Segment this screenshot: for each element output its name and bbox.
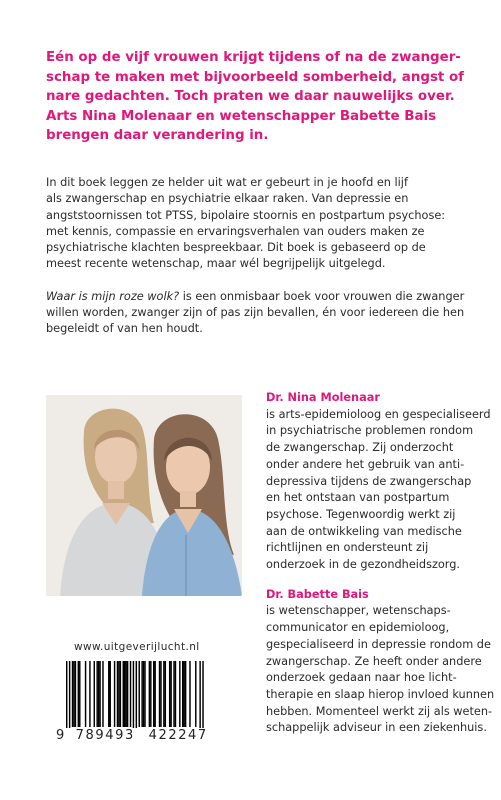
intro-line: nare gedachten. Toch praten we daar nauwelijks over. [46, 89, 455, 104]
intro-line: schap te maken met bijvoorbeeld somberheid, angst of [46, 69, 465, 85]
body-line: als zwangerschap en psychiatrie elkaar raken. Van depressie en [46, 192, 409, 206]
barcode-bar [108, 661, 109, 727]
barcode-bar [114, 661, 115, 727]
barcode-bar [94, 661, 95, 727]
barcode-bar [136, 661, 137, 735]
barcode-bar [149, 661, 150, 727]
bio-line: zwangerschap. Ze heeft onder andere [266, 654, 482, 668]
body-line: begeleidt of van hen houdt. [46, 322, 203, 336]
intro-line: Arts Nina Molenaar en wetenschapper Babette Bais [46, 108, 437, 124]
bio-line: is arts-epidemioloog en gespecialiseerd [266, 407, 491, 421]
barcode-bar [189, 661, 190, 727]
bio-line: aan de ontwikkeling van medische [266, 524, 462, 538]
author-name: Dr. Babette Bais [266, 587, 369, 601]
barcode-bar [125, 661, 126, 727]
barcode-bar [123, 661, 124, 727]
bio-line: hebben. Momenteel werkt zij als weten- [266, 704, 493, 718]
bio-line: is wetenschapper, wetenschaps- [266, 604, 451, 618]
barcode-bar [72, 661, 73, 727]
body-line: meest recente wetenschap, maar wél begrijpelijk uitgelegd. [46, 257, 386, 271]
barcode-bar [159, 661, 160, 727]
barcode-bar [153, 661, 154, 727]
barcode-bar [110, 661, 111, 727]
bio-line: schappelijk adviseur in een ziekenhuis. [266, 721, 487, 735]
barcode-bar [202, 661, 203, 735]
bio-line: onder andere het gebruik van anti- [266, 457, 465, 471]
barcode-bar [195, 661, 196, 727]
barcode-bar [78, 661, 79, 727]
body-line: angststoornissen tot PTSS, bipolaire stoornis en postpartum psychose: [46, 208, 446, 222]
isbn-left-group: 789493 [75, 728, 135, 743]
body-line: met kennis, compassie en ervaringsverhalen van ouders maken ze [46, 224, 425, 238]
barcode-bar [143, 661, 144, 727]
barcode-bar [150, 661, 151, 727]
barcode-bar [160, 661, 161, 727]
barcode-bar [173, 661, 174, 727]
barcode-bar [130, 661, 131, 727]
barcode-bar [175, 661, 176, 727]
barcode-bar [73, 661, 74, 727]
barcode-bar [170, 661, 171, 727]
intro-text [46, 48, 486, 146]
barcode-bar [127, 661, 128, 727]
author-bios [266, 390, 495, 737]
barcode-bar [139, 661, 140, 727]
bio-line: in psychiatrische problemen rondom [266, 424, 474, 438]
bio-line: gespecialiseerd in depressie rondom de [266, 637, 491, 651]
bio-line: communicator en epidemioloog, [266, 621, 450, 635]
author-name: Dr. Nina Molenaar [266, 391, 380, 404]
barcode-bar [118, 661, 119, 727]
barcode-bar [99, 661, 100, 727]
book-title: Waar is mijn roze wolk? [46, 289, 180, 303]
barcode-bar [85, 661, 86, 727]
barcode-bar [133, 661, 134, 735]
bio-line: richtlijnen en ondersteunt zij [266, 541, 429, 555]
bio-line: therapie en slaap hierop invloed kunnen [266, 687, 495, 701]
barcode-bar [66, 661, 67, 735]
barcode-bar [154, 661, 155, 727]
author-photo [46, 395, 242, 596]
barcode-bar [183, 661, 184, 727]
barcode-bar [124, 661, 125, 727]
body-line [46, 289, 486, 305]
isbn-first-digit: 9 [56, 728, 66, 743]
barcode-bar [75, 661, 76, 727]
publisher-website: www.uitgeverijlucht.nl [74, 641, 200, 653]
barcode-bar [179, 661, 180, 727]
barcode-bar [89, 661, 90, 727]
barcode-bar [182, 661, 183, 727]
bio-line: depressiva tijdens de zwangerschap [266, 474, 472, 488]
body-line-rest: is een onmisbaar boek voor vrouwen die zwanger [179, 289, 465, 303]
barcode-bar [141, 661, 142, 727]
intro-line: brengen daar verandering in. [46, 128, 269, 143]
barcode-bar [102, 661, 103, 727]
bio-line: psychose. Tegenwoordig werkt zij [266, 507, 456, 521]
body-line: willen worden, zwanger zijn of pas zijn bevallen, én voor iedereen die hen [46, 306, 465, 320]
barcode-bar [144, 661, 145, 727]
bio-line: de zwangerschap. Zij onderzocht [266, 441, 454, 455]
barcode-bar [165, 661, 166, 727]
barcode-bar [96, 661, 97, 727]
barcode-bar [69, 661, 70, 735]
bio-line: en het ontstaan van postpartum [266, 491, 450, 505]
barcode-bar [163, 661, 164, 727]
barcode-bar [79, 661, 80, 727]
isbn-right-group: 422247 [148, 728, 208, 743]
body-line: In dit boek leggen ze helder uit wat er gebeurt in je hoofd en lijf [46, 176, 408, 189]
intro-line: Eén op de vijf vrouwen krijgt tijdens of na de zwanger- [46, 50, 461, 65]
barcode-bar [98, 661, 99, 727]
barcode-bar [120, 661, 121, 727]
isbn-number [56, 728, 216, 743]
barcode-bar [185, 661, 186, 727]
body-line: psychiatrische klachten bespreekbaar. Dit boek is gebaseerd op de [46, 241, 426, 255]
description-text [46, 175, 486, 338]
barcode-bar [117, 661, 118, 727]
bio-line: onderzoek gedaan naar hoe licht- [266, 671, 457, 685]
bio-line: onderzoek in de gezondheidszorg. [266, 558, 461, 572]
barcode-bar [199, 661, 200, 735]
barcode-bar [169, 661, 170, 727]
